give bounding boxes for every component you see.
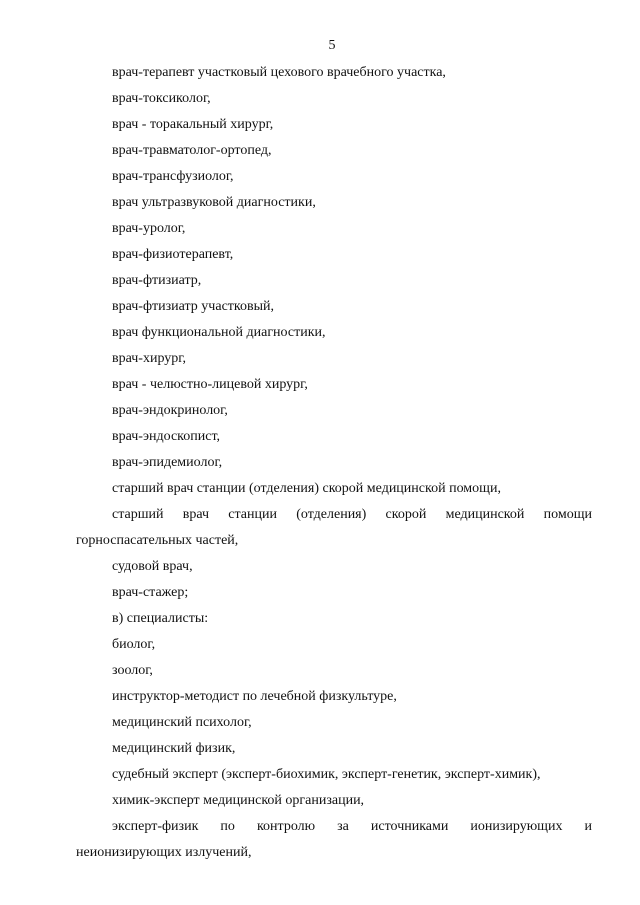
list-item: врач-травматолог-ортопед,	[112, 143, 272, 158]
document-body	[76, 60, 592, 866]
list-item: врач-терапевт участковый цехового врачебного участка,	[112, 65, 446, 80]
paragraph-physics-expert	[76, 814, 592, 866]
list-item: медицинский психолог,	[112, 715, 252, 730]
list-item: судебный эксперт (эксперт-биохимик, эксперт-генетик, эксперт-химик),	[112, 767, 541, 782]
paragraph-line: эксперт-физик по контролю за источниками ионизирующих и	[112, 819, 592, 834]
section-heading: в) специалисты:	[112, 611, 209, 626]
list-item: биолог,	[112, 637, 156, 652]
list-item: старший врач станции (отделения) скорой медицинской помощи,	[112, 481, 501, 496]
list-item: врач-эндоскопист,	[112, 429, 221, 444]
list-item: врач функциональной диагностики,	[112, 325, 326, 340]
list-item: врач-фтизиатр участковый,	[112, 299, 274, 314]
paragraph-mining-rescue	[76, 502, 592, 554]
list-item: инструктор-методист по лечебной физкультуре,	[112, 689, 397, 704]
list-item: врач-трансфузиолог,	[112, 169, 234, 184]
paragraph-line: горноспасательных частей,	[76, 533, 239, 548]
list-item: врач-стажер;	[112, 585, 189, 600]
list-item: врач - челюстно-лицевой хирург,	[112, 377, 308, 392]
paragraph-line: старший врач станции (отделения) скорой медицинской помощи	[112, 507, 592, 522]
list-item: врач-физиотерапевт,	[112, 247, 234, 262]
list-item: врач - торакальный хирург,	[112, 117, 274, 132]
page-number: 5	[328, 38, 336, 53]
list-item: врач-хирург,	[112, 351, 186, 366]
list-item: химик-эксперт медицинской организации,	[112, 793, 365, 808]
list-item: врач-эндокринолог,	[112, 403, 228, 418]
list-item: медицинский физик,	[112, 741, 236, 756]
list-item: врач-уролог,	[112, 221, 186, 236]
list-item: зоолог,	[112, 663, 153, 678]
list-item: врач-фтизиатр,	[112, 273, 202, 288]
paragraph-line: неионизирующих излучений,	[76, 845, 252, 860]
list-item: судовой врач,	[112, 559, 193, 574]
list-item: врач-эпидемиолог,	[112, 455, 223, 470]
list-item: врач-токсиколог,	[112, 91, 211, 106]
list-item: врач ультразвуковой диагностики,	[112, 195, 316, 210]
